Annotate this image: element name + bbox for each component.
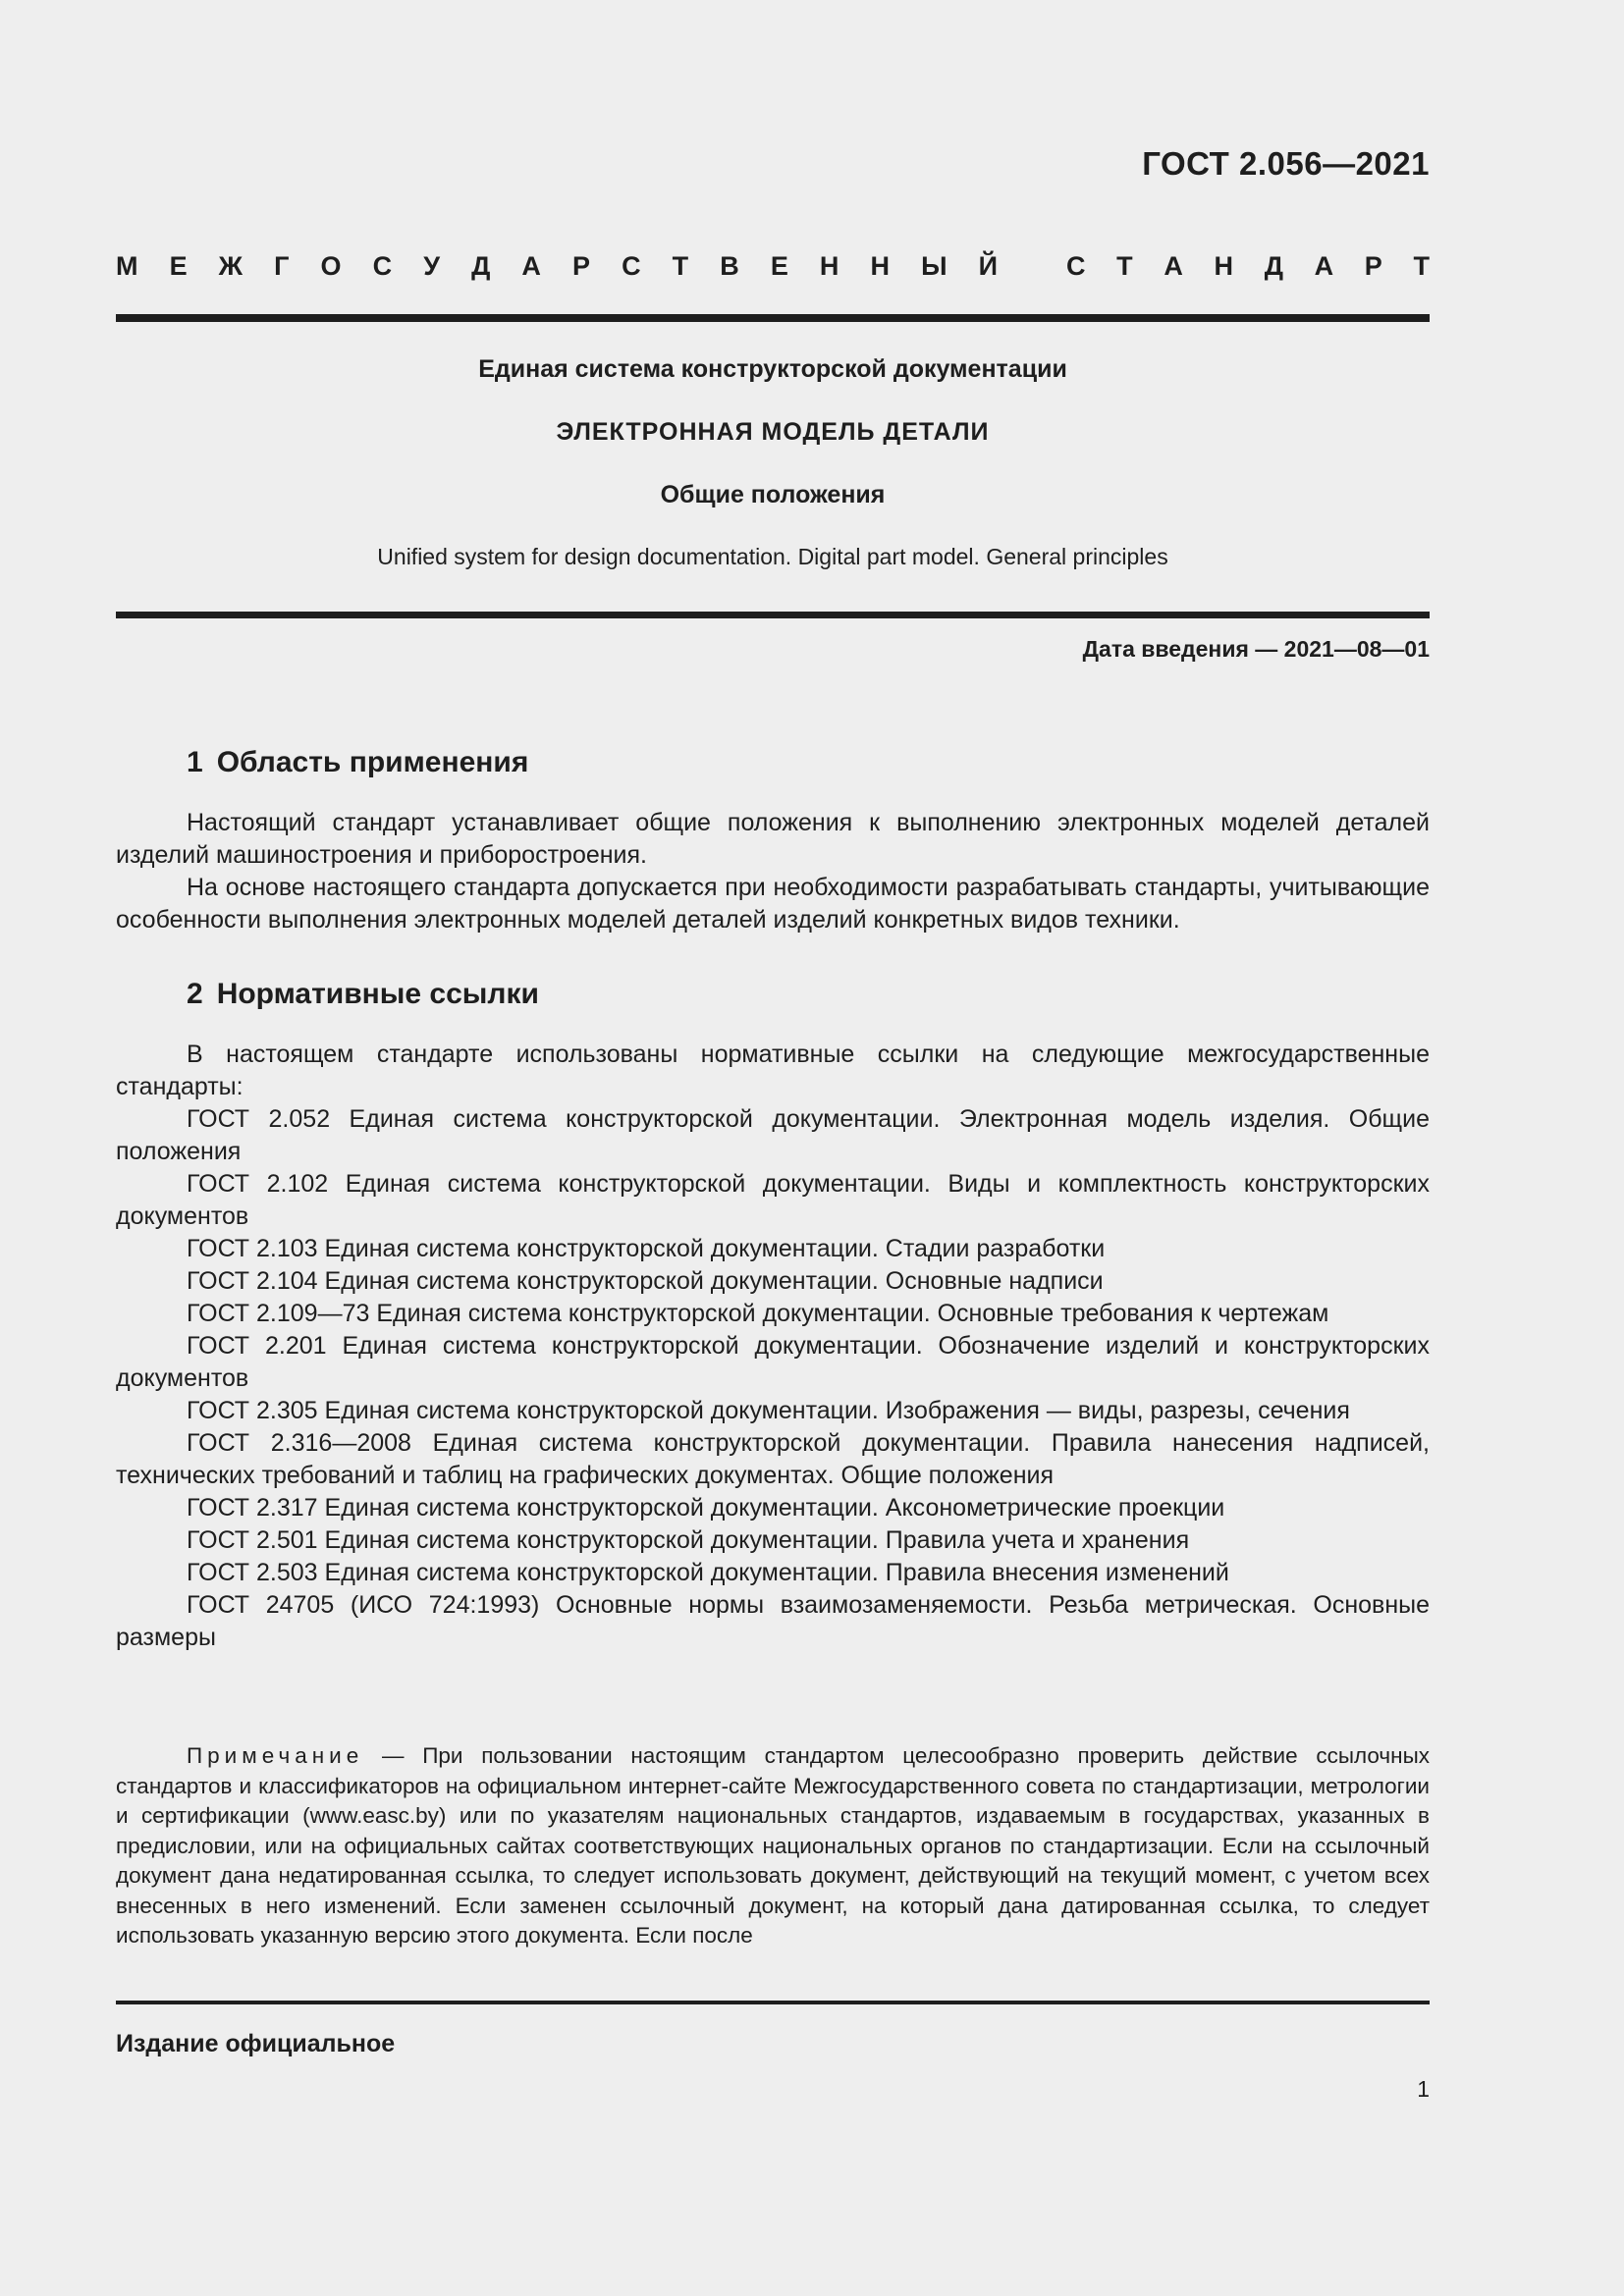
section-title: Нормативные ссылки	[216, 978, 539, 1010]
standard-type-word-standard: С Т А Н Д А Р Т	[1066, 251, 1430, 281]
sub-title: Общие положения	[660, 481, 886, 508]
reference-item: ГОСТ 2.109—73 Единая система конструкторской документации. Основные требования к чертежам	[187, 1300, 1329, 1327]
standard-type-word-interstate: М Е Ж Г О С У Д А Р С Т В Е Н Н Ы Й	[116, 251, 998, 281]
standard-type-heading	[116, 251, 1430, 282]
paragraph: На основе настоящего стандарта допускается при необходимости разрабатывать стандарты, учитывающие особенности выполнения электронных моделей деталей изделий конкретных видов техники.	[116, 874, 1430, 934]
top-divider	[116, 314, 1430, 322]
introduction-date: Дата введения — 2021—08—01	[1082, 636, 1430, 662]
reference-item: ГОСТ 2.317 Единая система конструкторской документации. Аксонометрические проекции	[187, 1494, 1225, 1522]
note-text: — При пользовании настоящим стандартом целесообразно проверить действие ссылочных стандартов и классификаторов на официальном интернет-сайте Межгосударственного совета по стандартизации, метрологии и сертификации (www.easc.by) или по указателям национальных стандартов, издаваемым в государствах, указанных в предисловии, или на официальных сайтах соответствующих национальных органов по стандартизации. Если на ссылочный документ дана недатированная ссылка, то следует использовать документ, действующий на текущий момент, с учетом всех внесенных в него изменений. Если заменен ссылочный документ, на который дана датированная ссылка, то следует использовать указанную версию этого документа. Если после	[116, 1743, 1430, 1948]
reference-item: ГОСТ 2.052 Единая система конструкторской документации. Электронная модель изделия. Общие положения	[116, 1105, 1430, 1165]
english-title: Unified system for design documentation. Digital part model. General principles	[377, 544, 1168, 569]
section-number: 2	[187, 978, 203, 1010]
main-title: ЭЛЕКТРОННАЯ МОДЕЛЬ ДЕТАЛИ	[556, 418, 990, 446]
footer-divider	[116, 2001, 1430, 2004]
paragraph: В настоящем стандарте использованы нормативные ссылки на следующие межгосударственные стандарты:	[116, 1041, 1430, 1100]
reference-item: ГОСТ 2.103 Единая система конструкторской документации. Стадии разработки	[187, 1235, 1106, 1262]
section-title: Область применения	[216, 746, 529, 778]
note-paragraph	[116, 1741, 1430, 1951]
reference-item: ГОСТ 2.503 Единая система конструкторской документации. Правила внесения изменений	[187, 1559, 1229, 1586]
section-body-normative-references	[116, 1039, 1430, 1654]
reference-item: ГОСТ 2.316—2008 Единая система конструкторской документации. Правила нанесения надписей, технических требований и таблиц на графических документах. Общие положения	[116, 1429, 1430, 1489]
system-title: Единая система конструкторской документации	[478, 355, 1067, 383]
document-page	[116, 0, 1430, 2296]
section-heading-scope	[187, 746, 528, 779]
official-edition-label: Издание официальное	[116, 2030, 396, 2057]
reference-item: ГОСТ 2.501 Единая система конструкторской документации. Правила учета и хранения	[187, 1526, 1190, 1554]
paragraph: Настоящий стандарт устанавливает общие положения к выполнению электронных моделей деталей изделий машиностроения и приборостроения.	[116, 809, 1430, 869]
reference-item: ГОСТ 2.104 Единая система конструкторской документации. Основные надписи	[187, 1267, 1104, 1295]
reference-item: ГОСТ 2.102 Единая система конструкторской документации. Виды и комплектность конструкторских документов	[116, 1170, 1430, 1230]
section-heading-normative-references	[187, 978, 539, 1011]
section-number: 1	[187, 746, 203, 778]
reference-item: ГОСТ 24705 (ИСО 724:1993) Основные нормы взаимозаменяемости. Резьба метрическая. Основные размеры	[116, 1591, 1430, 1651]
reference-item: ГОСТ 2.201 Единая система конструкторской документации. Обозначение изделий и конструкторских документов	[116, 1332, 1430, 1392]
section-body-scope	[116, 807, 1430, 936]
reference-item: ГОСТ 2.305 Единая система конструкторской документации. Изображения — виды, разрезы, сечения	[187, 1397, 1350, 1424]
title-divider	[116, 612, 1430, 618]
page-number: 1	[1417, 2076, 1430, 2102]
document-code: ГОСТ 2.056—2021	[1142, 145, 1430, 182]
note-label: Примечание	[187, 1743, 364, 1768]
